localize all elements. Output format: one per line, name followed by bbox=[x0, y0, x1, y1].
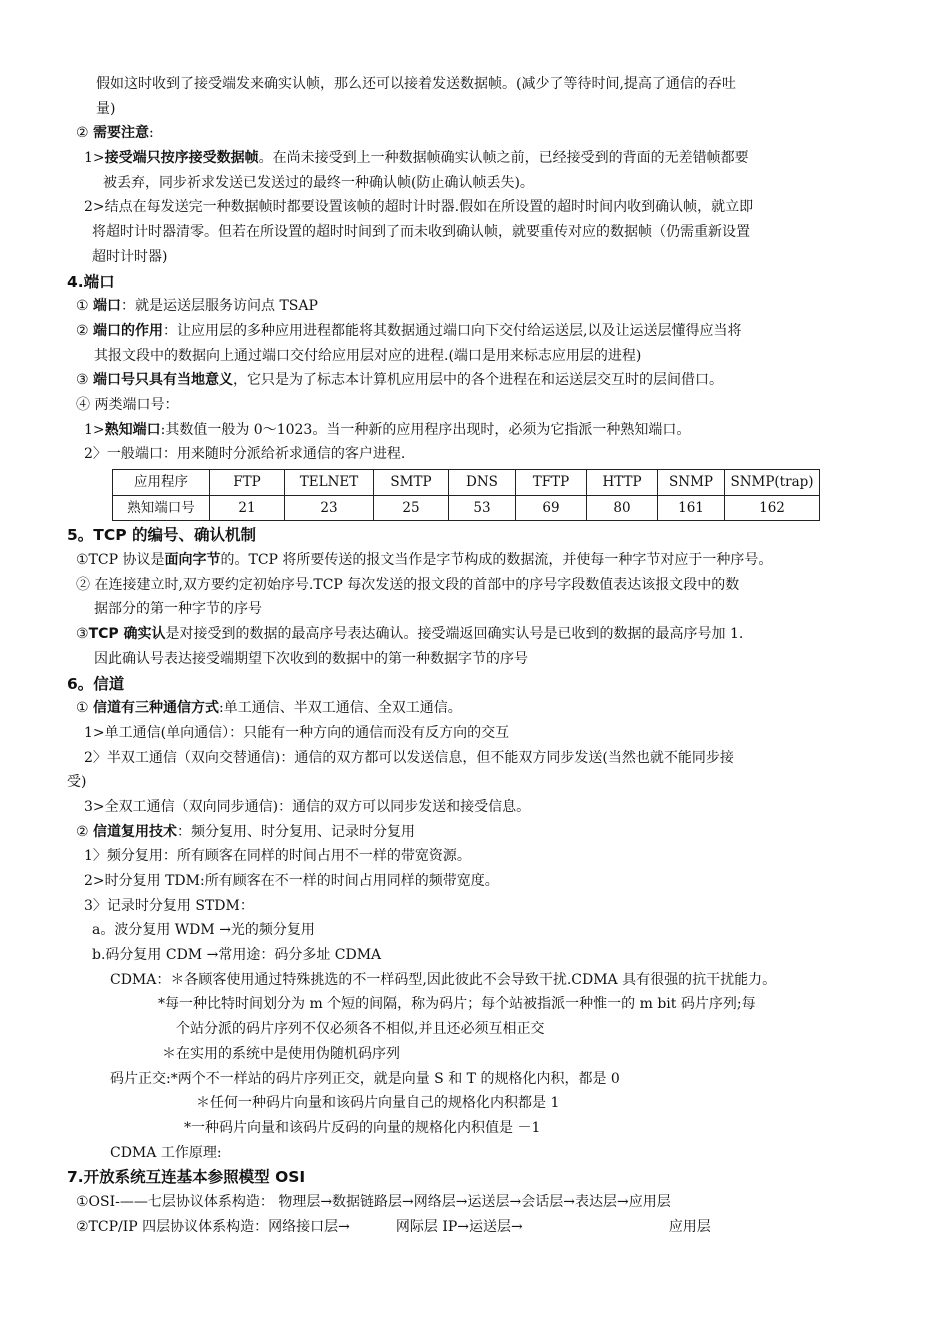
table-cell: HTTP bbox=[587, 470, 658, 496]
list-item: ② 信道复用技术：频分复用、时分复用、记录时分复用 bbox=[76, 823, 416, 840]
table-row bbox=[113, 470, 820, 496]
paragraph-line: 受) bbox=[67, 774, 87, 791]
paragraph-line: 超时计时器) bbox=[92, 248, 168, 265]
list-item: ③ 端口号只具有当地意义，它只是为了标志本计算机应用层中的各个进程在和运送层交互时的层间借口。 bbox=[76, 372, 724, 389]
list-subitem: 3>全双工通信（双向同步通信)：通信的双方可以同步发送和接受信息。 bbox=[84, 798, 531, 815]
table-header-cell: 熟知端口号 bbox=[113, 495, 210, 521]
table-cell: 23 bbox=[285, 495, 374, 521]
table-cell: 162 bbox=[725, 495, 820, 521]
table-cell: 25 bbox=[374, 495, 449, 521]
paragraph-line: 据部分的第一种字节的序号 bbox=[94, 601, 262, 618]
paragraph-line: *一种码片向量和该码片反码的向量的规格化内积值是 －1 bbox=[184, 1119, 541, 1136]
note-heading: ② 需要注意: bbox=[76, 125, 154, 142]
paragraph-line: 其报文段中的数据向上通过端口交付给应用层对应的进程.(端口是用来标志应用层的进程) bbox=[94, 347, 642, 364]
section-heading-4: 4.端口 bbox=[67, 272, 115, 291]
table-header-cell: 应用程序 bbox=[113, 470, 210, 496]
document-page bbox=[0, 72, 950, 1239]
list-subitem: a。波分复用 WDM →光的频分复用 bbox=[92, 922, 315, 939]
list-subitem: 2〉半双工通信（双向交替通信)：通信的双方都可以发送信息，但不能双方同步发送(当然也就不能同步接 bbox=[84, 749, 734, 766]
table-cell: FTP bbox=[210, 470, 285, 496]
table-cell: 80 bbox=[587, 495, 658, 521]
paragraph-line: 假如这时收到了接受端发来确实认帧，那么还可以接着发送数据帧。(减少了等待时间,提高了通信的吞吐 bbox=[96, 76, 736, 92]
paragraph-line: 被丢弃，同步祈求发送已发送过的最终一种确认帧(防止确认帧丢失)。 bbox=[103, 174, 534, 191]
paragraph-line: CDMA 工作原理: bbox=[110, 1144, 222, 1161]
list-subitem: 3〉记录时分复用 STDM： bbox=[84, 897, 254, 914]
paragraph-line: CDMA：＊各顾客使用通过特殊挑选的不一样码型,因此彼此不会导致干扰.CDMA 具有很强的抗干扰能力。 bbox=[110, 971, 777, 988]
paragraph-line: 因此确认号表达接受端期望下次收到的数据中的第一种数据字节的序号 bbox=[94, 650, 528, 667]
table-cell: 53 bbox=[449, 495, 516, 521]
list-subitem: 1>单工通信(单向通信）：只能有一种方向的通信而没有反方向的交互 bbox=[84, 724, 510, 741]
list-item: ③TCP 确实认是对接受到的数据的最高序号表达确认。接受端返回确实认号是已收到的数据的最高序号加 1. bbox=[76, 626, 744, 643]
paragraph-line: ＊在实用的系统中是使用伪随机码序列 bbox=[162, 1045, 400, 1062]
list-item: ② 端口的作用：让应用层的多种应用进程都能将其数据通过端口向下交付给运送层,以及让运送层懂得应当将 bbox=[76, 322, 742, 339]
note-item: 2>结点在每发送完一种数据帧时都要设置该帧的超时计时器.假如在所设置的超时时间内收到确认帧，就立即 bbox=[84, 199, 754, 216]
note-item: 1>接受端只按序接受数据帧。在尚未接受到上一种数据帧确实认帧之前，已经接受到的背面的无差错帧都要 bbox=[84, 150, 749, 167]
table-cell: SNMP(trap) bbox=[725, 470, 820, 496]
paragraph-line: 将超时计时器清零。但若在所设置的超时时间到了而未收到确认帧，就要重传对应的数据帧（仍需重新设置 bbox=[92, 224, 750, 241]
list-item: ②TCP/IP 四层协议体系构造：网络接口层→ 网际层 IP→运送层→ 应用层 bbox=[76, 1218, 711, 1235]
table-cell: TELNET bbox=[285, 470, 374, 496]
paragraph-line: 码片正交:*两个不一样站的码片序列正交，就是向量 S 和 T 的规格化内积，都是 0 bbox=[110, 1070, 620, 1087]
list-item: ① 信道有三种通信方式:单工通信、半双工通信、全双工通信。 bbox=[76, 700, 462, 717]
list-subitem: 2>时分复用 TDM:所有顾客在不一样的时间占用同样的频带宽度。 bbox=[84, 873, 499, 890]
paragraph-line: 个站分派的码片序列不仅必须各不相似,并且还必须互相正交 bbox=[176, 1021, 545, 1038]
section-heading-6: 6。信道 bbox=[67, 674, 125, 693]
list-item: ①TCP 协议是面向字节的。TCP 将所要传送的报文当作是字节构成的数据流，并使每一种字节对应于一种序号。 bbox=[76, 552, 773, 569]
table-cell: DNS bbox=[449, 470, 516, 496]
list-subitem: 1〉频分复用：所有顾客在同样的时间占用不一样的带宽资源。 bbox=[84, 848, 471, 865]
list-item: ② 在连接建立时,双方要约定初始序号.TCP 每次发送的报文段的首部中的序号字段数值表达该报文段中的数 bbox=[76, 576, 740, 593]
list-subitem: 1>熟知端口:其数值一般为 0～1023。当一种新的应用程序出现时，必须为它指派一种熟知端口。 bbox=[84, 421, 691, 438]
table-cell: SMTP bbox=[374, 470, 449, 496]
table-cell: TFTP bbox=[516, 470, 587, 496]
table-cell: 69 bbox=[516, 495, 587, 521]
table-cell: 161 bbox=[658, 495, 725, 521]
list-item: ① 端口：就是运送层服务访问点 TSAP bbox=[76, 298, 318, 315]
list-item: ①OSI-——七层协议体系构造： 物理层→数据链路层→网络层→运送层→会话层→表达层→应用层 bbox=[76, 1193, 671, 1210]
section-heading-7: 7.开放系统互连基本参照模型 OSI bbox=[67, 1168, 306, 1187]
list-item: ④ 两类端口号： bbox=[76, 396, 179, 413]
paragraph-line: *每一种比特时间划分为 m 个短的间隔，称为码片；每个站被指派一种惟一的 m bit 码片序列;每 bbox=[158, 996, 756, 1013]
table-cell: SNMP bbox=[658, 470, 725, 496]
section-heading-5: 5。TCP 的编号、确认机制 bbox=[67, 526, 256, 545]
list-subitem: b.码分复用 CDM →常用途：码分多址 CDMA bbox=[92, 947, 382, 964]
list-subitem: 2〉一般端口：用来随时分派给祈求通信的客户进程. bbox=[84, 446, 406, 463]
port-table bbox=[112, 469, 820, 521]
table-row bbox=[113, 495, 820, 521]
paragraph-line: ＊任何一种码片向量和该码片向量自己的规格化内积都是 1 bbox=[196, 1095, 560, 1112]
paragraph-line: 量) bbox=[96, 100, 116, 117]
table-cell: 21 bbox=[210, 495, 285, 521]
